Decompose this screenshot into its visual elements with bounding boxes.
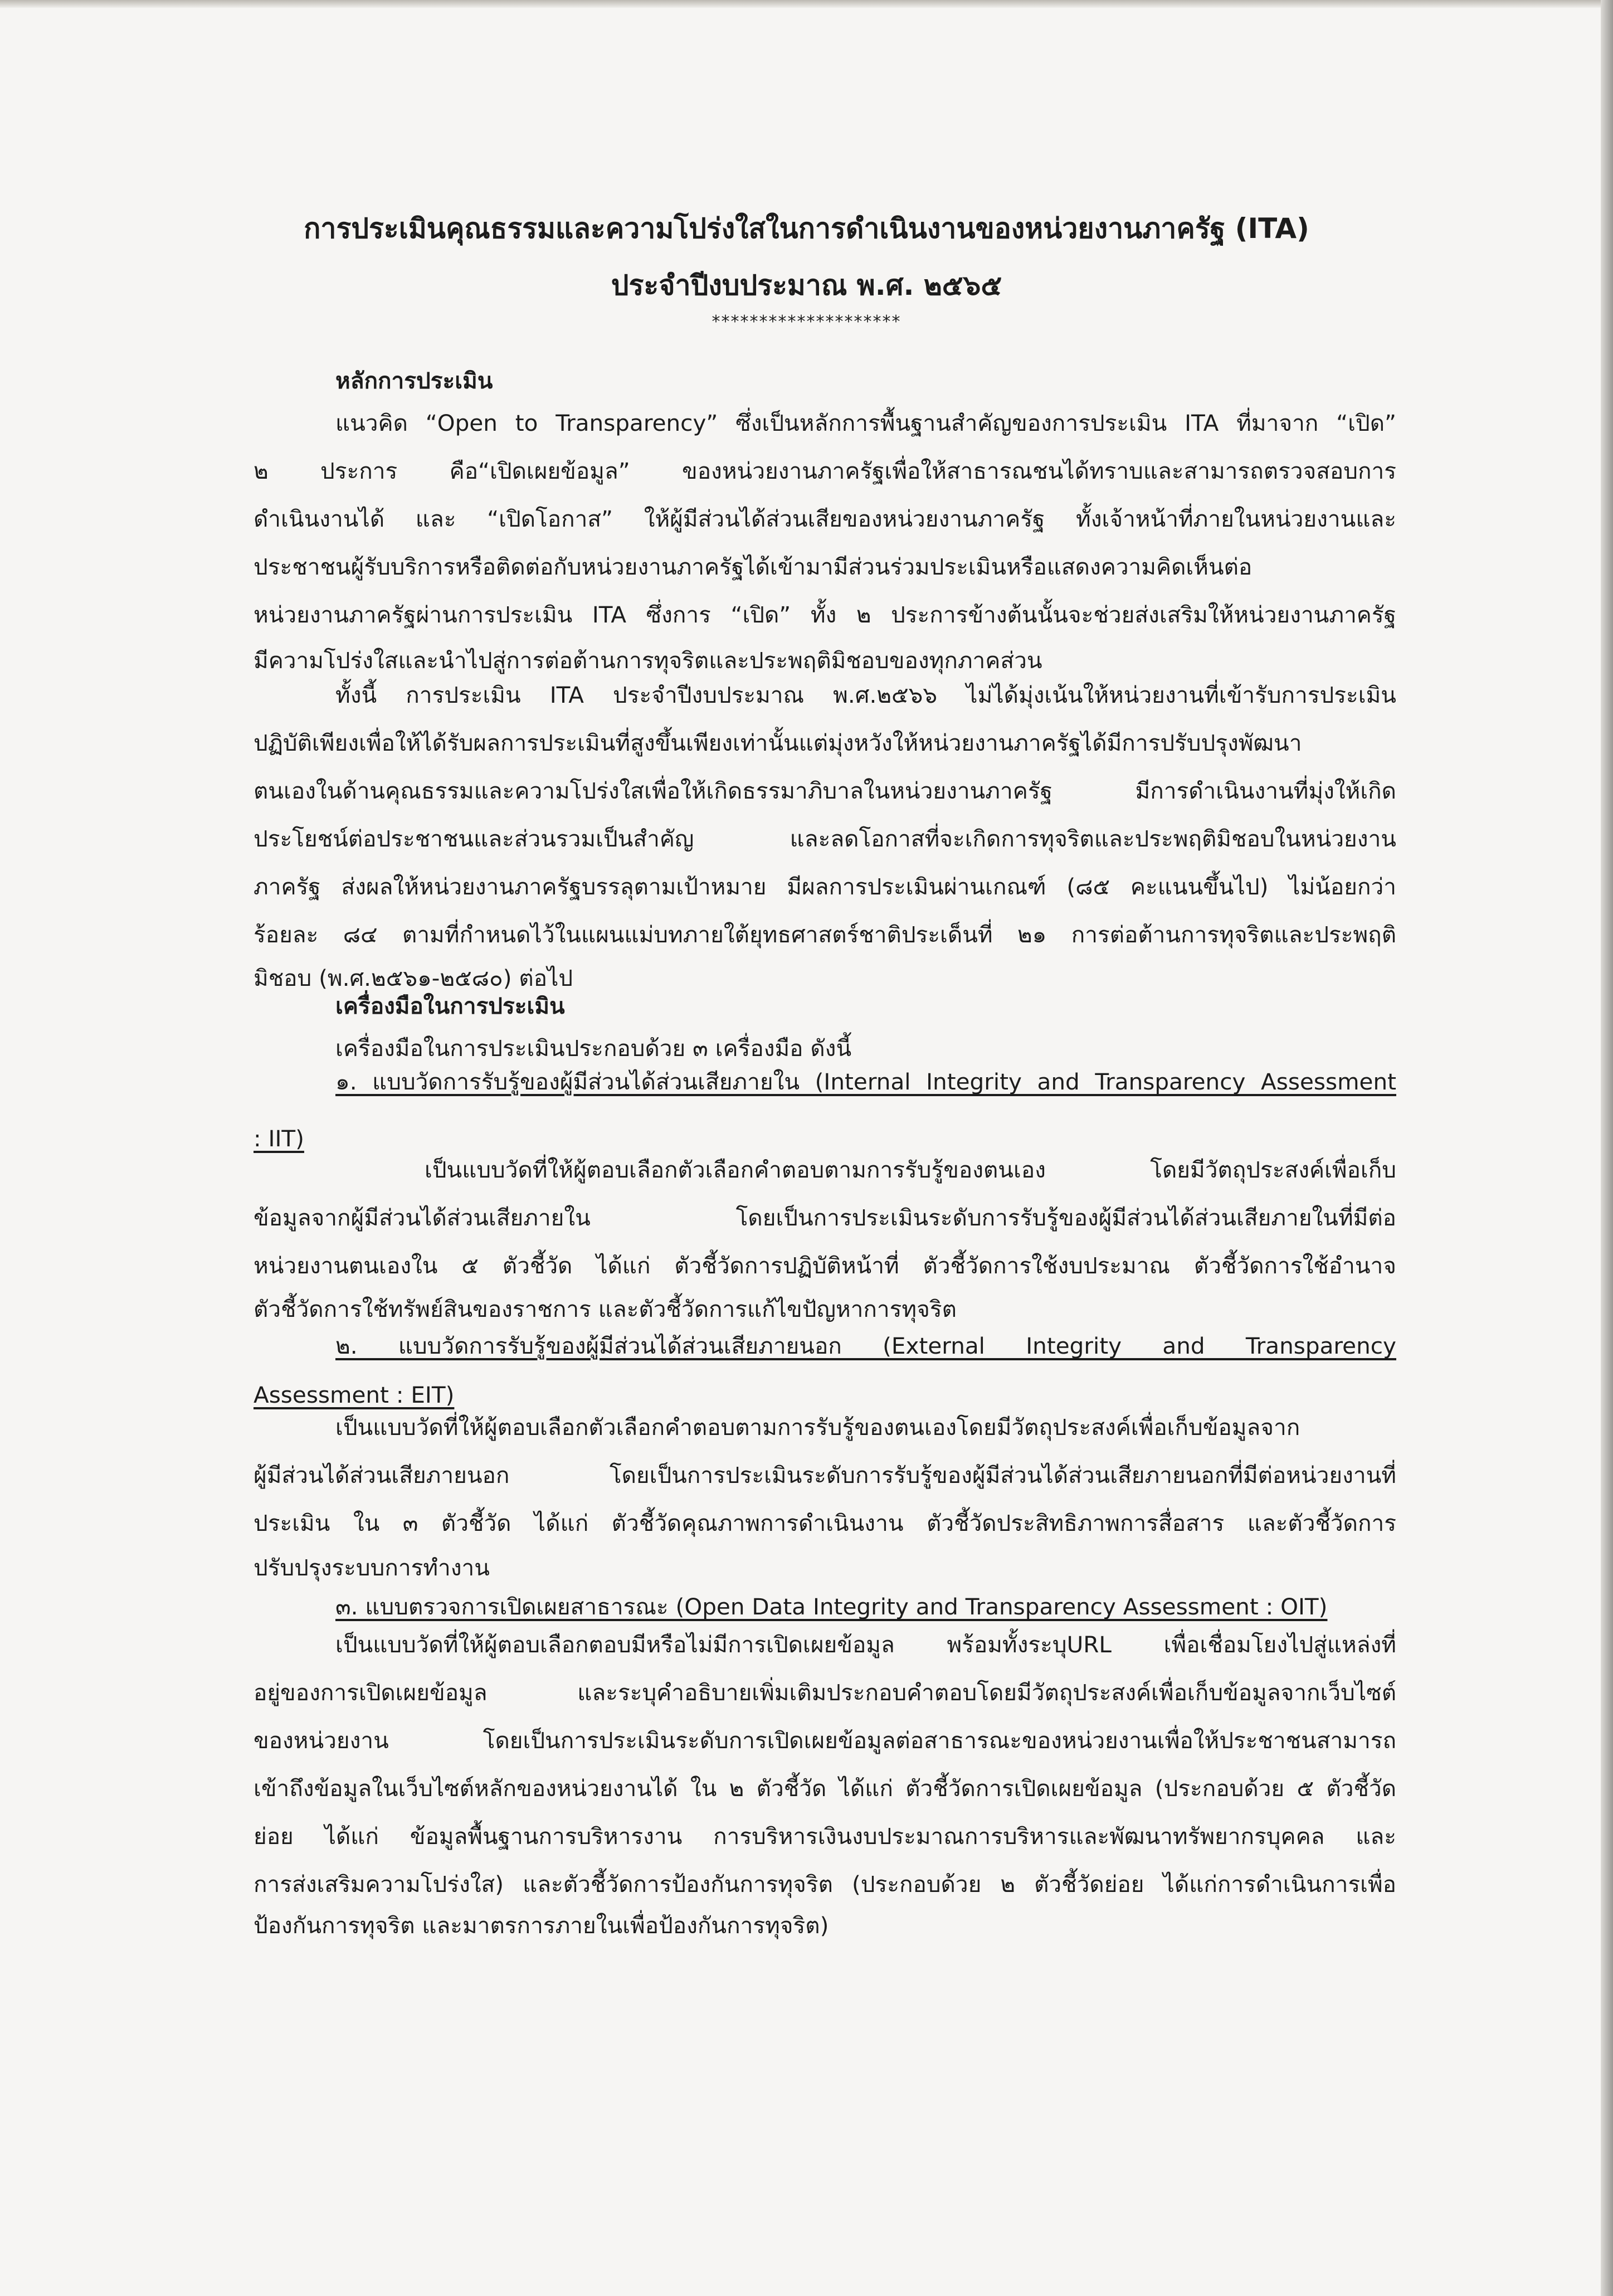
tool1-heading: ๑. แบบวัดการรับรู้ของผู้มีส่วนได้ส่วนเสียภายใน (Internal Integrity and Transparency Assessment [335,1068,1396,1095]
paragraph-line: ๒ ประการ คือ“เปิดเผยข้อมูล” ของหน่วยงานภาครัฐเพื่อให้สาธารณชนได้ทราบและสามารถตรวจสอบการ [254,458,1396,484]
paragraph-line: หน่วยงานตนเองใน ๕ ตัวชี้วัด ได้แก่ ตัวชี้วัดการปฏิบัติหน้าที่ ตัวชี้วัดการใช้งบประมาณ ตัวชี้วัดการใช้อำนาจ [254,1252,1396,1279]
paragraph-line: ย่อย ได้แก่ ข้อมูลพื้นฐานการบริหารงาน การบริหารเงินงบประมาณการบริหารและพัฒนาทรัพยากรบุคคล และ [254,1823,1396,1850]
tool1-heading-cont: : IIT) [254,1125,304,1152]
paragraph-line: ดำเนินงานได้ และ “เปิดโอกาส” ให้ผู้มีส่วนได้ส่วนเสียของหน่วยงานภาครัฐ ทั้งเจ้าหน้าที่ภายในหน่วยงานและ [254,505,1396,532]
paragraph-line: ของหน่วยงาน โดยเป็นการประเมินระดับการเปิดเผยข้อมูลต่อสาธารณะของหน่วยงานเพื่อให้ประชาชนสามารถ [254,1727,1396,1754]
principles-heading: หลักการประเมิน [335,367,493,394]
document-subtitle: ประจำปีงบประมาณ พ.ศ. ๒๕๖๕ [611,269,1002,301]
tools-heading: เครื่องมือในการประเมิน [335,993,565,1019]
paragraph-line: มีความโปร่งใสและนำไปสู่การต่อต้านการทุจริตและประพฤติมิชอบของทุกภาคส่วน [254,647,1042,674]
paragraph-line: ร้อยละ ๘๔ ตามที่กำหนดไว้ในแผนแม่บทภายใต้ยุทธศาสตร์ชาติประเด็นที่ ๒๑ การต่อต้านการทุจริตและประพฤติ [254,921,1396,948]
paragraph-line: มิชอบ (พ.ศ.๒๕๖๑-๒๕๘๐) ต่อไป [254,965,573,991]
tool3-heading: ๓. แบบตรวจการเปิดเผยสาธารณะ (Open Data Integrity and Transparency Assessment : OIT) [335,1593,1328,1620]
paragraph-line: ทั้งนี้ การประเมิน ITA ประจำปีงบประมาณ พ.ศ.๒๕๖๖ ไม่ได้มุ่งเน้นให้หน่วยงานที่เข้ารับการประเมิน [335,682,1396,708]
paragraph-line: ประโยชน์ต่อประชาชนและส่วนรวมเป็นสำคัญ และลดโอกาสที่จะเกิดการทุจริตและประพฤติมิชอบในหน่วยงาน [254,825,1396,852]
paragraph-line: ตัวชี้วัดการใช้ทรัพย์สินของราชการ และตัวชี้วัดการแก้ไขปัญหาการทุจริต [254,1296,957,1322]
tools-intro: เครื่องมือในการประเมินประกอบด้วย ๓ เครื่องมือ ดังนี้ [335,1035,852,1062]
paragraph-line: ภาครัฐ ส่งผลให้หน่วยงานภาครัฐบรรลุตามเป้าหมาย มีผลการประเมินผ่านเกณฑ์ (๘๕ คะแนนขึ้นไป) ไม่น้อยกว่า [254,873,1396,900]
tool2-heading-cont: Assessment : EIT) [254,1382,455,1408]
paragraph-line: ข้อมูลจากผู้มีส่วนได้ส่วนเสียภายใน โดยเป็นการประเมินระดับการรับรู้ของผู้มีส่วนได้ส่วนเสียภายในที่มีต่อ [254,1204,1396,1231]
paragraph-line: หน่วยงานภาครัฐผ่านการประเมิน ITA ซึ่งการ “เปิด” ทั้ง ๒ ประการข้างต้นนั้นจะช่วยส่งเสริมให้หน่วยงานภาครัฐ [254,601,1396,628]
separator-stars: ******************** [712,312,901,332]
paragraph-line: ประเมิน ใน ๓ ตัวชี้วัด ได้แก่ ตัวชี้วัดคุณภาพการดำเนินงาน ตัวชี้วัดประสิทธิภาพการสื่อสาร และตัวชี้วัดการ [254,1510,1396,1536]
paragraph-line: เข้าถึงข้อมูลในเว็บไซต์หลักของหน่วยงานได้ ใน ๒ ตัวชี้วัด ได้แก่ ตัวชี้วัดการเปิดเผยข้อมูล (ประกอบด้วย ๕ ตัวชี้วัด [254,1775,1396,1802]
paragraph-line: ผู้มีส่วนได้ส่วนเสียภายนอก โดยเป็นการประเมินระดับการรับรู้ของผู้มีส่วนได้ส่วนเสียภายนอกที่มีต่อหน่วยงานที่ [254,1462,1396,1488]
paragraph-line: เป็นแบบวัดที่ให้ผู้ตอบเลือกตัวเลือกคำตอบตามการรับรู้ของตนเอง โดยมีวัตถุประสงค์เพื่อเก็บ [425,1156,1396,1183]
page-right-edge [1601,0,1613,2296]
document-title: การประเมินคุณธรรมและความโปร่งใสในการดำเนินงานของหน่วยงานภาครัฐ (ITA) [304,212,1309,245]
paragraph-line: การส่งเสริมความโปร่งใส) และตัวชี้วัดการป้องกันการทุจริต (ประกอบด้วย ๒ ตัวชี้วัดย่อย ได้แก่การดำเนินการเพื่อ [254,1871,1396,1898]
tool2-heading: ๒. แบบวัดการรับรู้ของผู้มีส่วนได้ส่วนเสียภายนอก (External Integrity and Transparency [335,1332,1396,1359]
page-top-edge [0,0,1613,8]
paragraph-line: อยู่ของการเปิดเผยข้อมูล และระบุคำอธิบายเพิ่มเติมประกอบคำตอบโดยมีวัตถุประสงค์เพื่อเก็บข้อมูลจากเว็บไซต์ [254,1679,1396,1706]
paragraph-line: ป้องกันการทุจริต และมาตรการภายในเพื่อป้องกันการทุจริต) [254,1912,829,1939]
paragraph-line: ตนเองในด้านคุณธรรมและความโปร่งใสเพื่อให้เกิดธรรมาภิบาลในหน่วยงานภาครัฐ มีการดำเนินงานที่มุ่งให้เกิด [254,777,1396,804]
paragraph-line: เป็นแบบวัดที่ให้ผู้ตอบเลือกตัวเลือกคำตอบตามการรับรู้ของตนเองโดยมีวัตถุประสงค์เพื่อเก็บข้อมูลจาก [335,1414,1300,1441]
paragraph-line: ปรับปรุงระบบการทำงาน [254,1554,490,1581]
paragraph-line: แนวคิด “Open to Transparency” ซึ่งเป็นหลักการพื้นฐานสำคัญของการประเมิน ITA ที่มาจาก “เปิด” [335,410,1396,436]
paragraph-line: ปฏิบัติเพียงเพื่อให้ได้รับผลการประเมินที่สูงขึ้นเพียงเท่านั้นแต่มุ่งหวังให้หน่วยงานภาครัฐได้มีการปรับปรุงพัฒนา [254,729,1302,756]
paragraph-line: เป็นแบบวัดที่ให้ผู้ตอบเลือกตอบมีหรือไม่มีการเปิดเผยข้อมูล พร้อมทั้งระบุURL เพื่อเชื่อมโยงไปสู่แหล่งที่ [335,1631,1396,1658]
paragraph-line: ประชาชนผู้รับบริการหรือติดต่อกับหน่วยงานภาครัฐได้เข้ามามีส่วนร่วมประเมินหรือแสดงความคิดเห็นต่อ [254,553,1253,580]
